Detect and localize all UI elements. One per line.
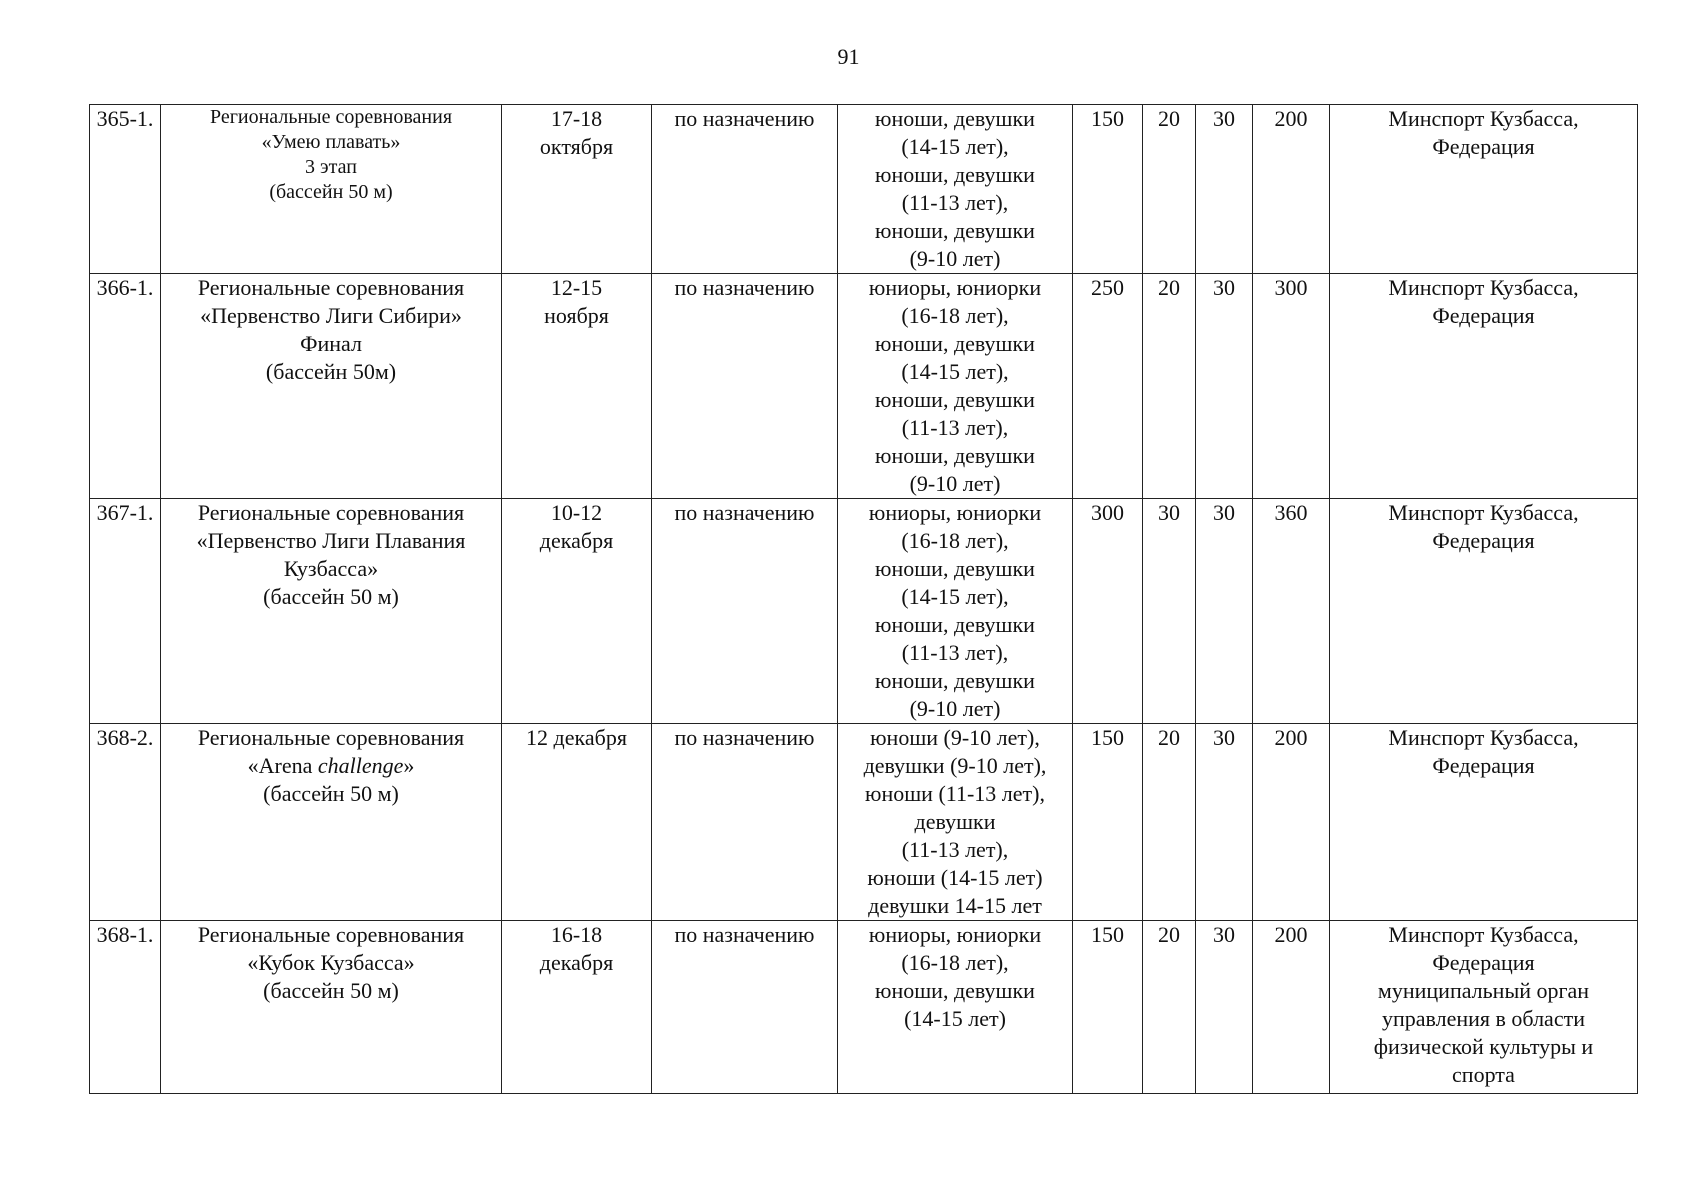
- event-organizer: Минспорт Кузбасса, Федерация: [1330, 724, 1638, 921]
- count-2: 30: [1143, 499, 1196, 724]
- event-title: Региональные соревнования «Первенство Лиги Сибири» Финал (бассейн 50м): [161, 274, 502, 499]
- event-dates: 12 декабря: [502, 724, 652, 921]
- event-title: [161, 724, 502, 921]
- count-1: 250: [1073, 274, 1143, 499]
- event-venue: по назначению: [652, 724, 838, 921]
- page-number: 91: [837, 44, 860, 69]
- event-title: Региональные соревнования «Умею плавать» 3 этап (бассейн 50 м): [161, 105, 502, 274]
- event-dates: 10-12 декабря: [502, 499, 652, 724]
- event-participants: юниоры, юниорки (16-18 лет), юноши, девушки (14-15 лет), юноши, девушки (11-13 лет), юноши, девушки (9-10 лет): [838, 499, 1073, 724]
- event-number: 366-1.: [90, 274, 161, 499]
- event-number: 367-1.: [90, 499, 161, 724]
- count-total: 200: [1253, 921, 1330, 1094]
- table-row: [90, 499, 1638, 724]
- event-title: Региональные соревнования «Кубок Кузбасса» (бассейн 50 м): [161, 921, 502, 1094]
- count-1: 150: [1073, 105, 1143, 274]
- event-dates: 12-15 ноября: [502, 274, 652, 499]
- table-row: [90, 105, 1638, 274]
- count-3: 30: [1196, 499, 1253, 724]
- count-2: 20: [1143, 921, 1196, 1094]
- event-organizer: Минспорт Кузбасса, Федерация: [1330, 105, 1638, 274]
- event-title-suffix: » (бассейн 50 м): [263, 753, 415, 806]
- count-2: 20: [1143, 105, 1196, 274]
- event-number: 365-1.: [90, 105, 161, 274]
- count-3: 30: [1196, 921, 1253, 1094]
- table-row: [90, 724, 1638, 921]
- event-venue: по назначению: [652, 105, 838, 274]
- count-total: 200: [1253, 105, 1330, 274]
- event-dates: 17-18 октября: [502, 105, 652, 274]
- table-row: [90, 274, 1638, 499]
- event-participants: юниоры, юниорки (16-18 лет), юноши, девушки (14-15 лет), юноши, девушки (11-13 лет), юноши, девушки (9-10 лет): [838, 274, 1073, 499]
- event-organizer: Минспорт Кузбасса, Федерация: [1330, 274, 1638, 499]
- count-3: 30: [1196, 274, 1253, 499]
- event-title-italic: challenge: [317, 753, 404, 778]
- event-number: 368-1.: [90, 921, 161, 1094]
- count-1: 150: [1073, 724, 1143, 921]
- table-row: [90, 921, 1638, 1094]
- event-participants: юниоры, юниорки (16-18 лет), юноши, девушки (14-15 лет): [838, 921, 1073, 1094]
- event-organizer: Минспорт Кузбасса, Федерация муниципальный орган управления в области физической культуры и спорта: [1330, 921, 1638, 1094]
- count-2: 20: [1143, 274, 1196, 499]
- count-total: 300: [1253, 274, 1330, 499]
- event-venue: по назначению: [652, 274, 838, 499]
- events-table: [89, 104, 1638, 1094]
- event-title-prefix: Региональные соревнования «Arena: [197, 725, 465, 778]
- count-1: 150: [1073, 921, 1143, 1094]
- event-organizer: Минспорт Кузбасса, Федерация: [1330, 499, 1638, 724]
- count-total: 360: [1253, 499, 1330, 724]
- event-participants: юноши (9-10 лет), девушки (9-10 лет), юноши (11-13 лет), девушки (11-13 лет), юноши (14-15 лет) девушки 14-15 лет: [838, 724, 1073, 921]
- count-3: 30: [1196, 724, 1253, 921]
- event-number: 368-2.: [90, 724, 161, 921]
- count-1: 300: [1073, 499, 1143, 724]
- count-3: 30: [1196, 105, 1253, 274]
- event-title: Региональные соревнования «Первенство Лиги Плавания Кузбасса» (бассейн 50 м): [161, 499, 502, 724]
- count-total: 200: [1253, 724, 1330, 921]
- count-2: 20: [1143, 724, 1196, 921]
- event-venue: по назначению: [652, 921, 838, 1094]
- event-dates: 16-18 декабря: [502, 921, 652, 1094]
- event-participants: юноши, девушки (14-15 лет), юноши, девушки (11-13 лет), юноши, девушки (9-10 лет): [838, 105, 1073, 274]
- event-venue: по назначению: [652, 499, 838, 724]
